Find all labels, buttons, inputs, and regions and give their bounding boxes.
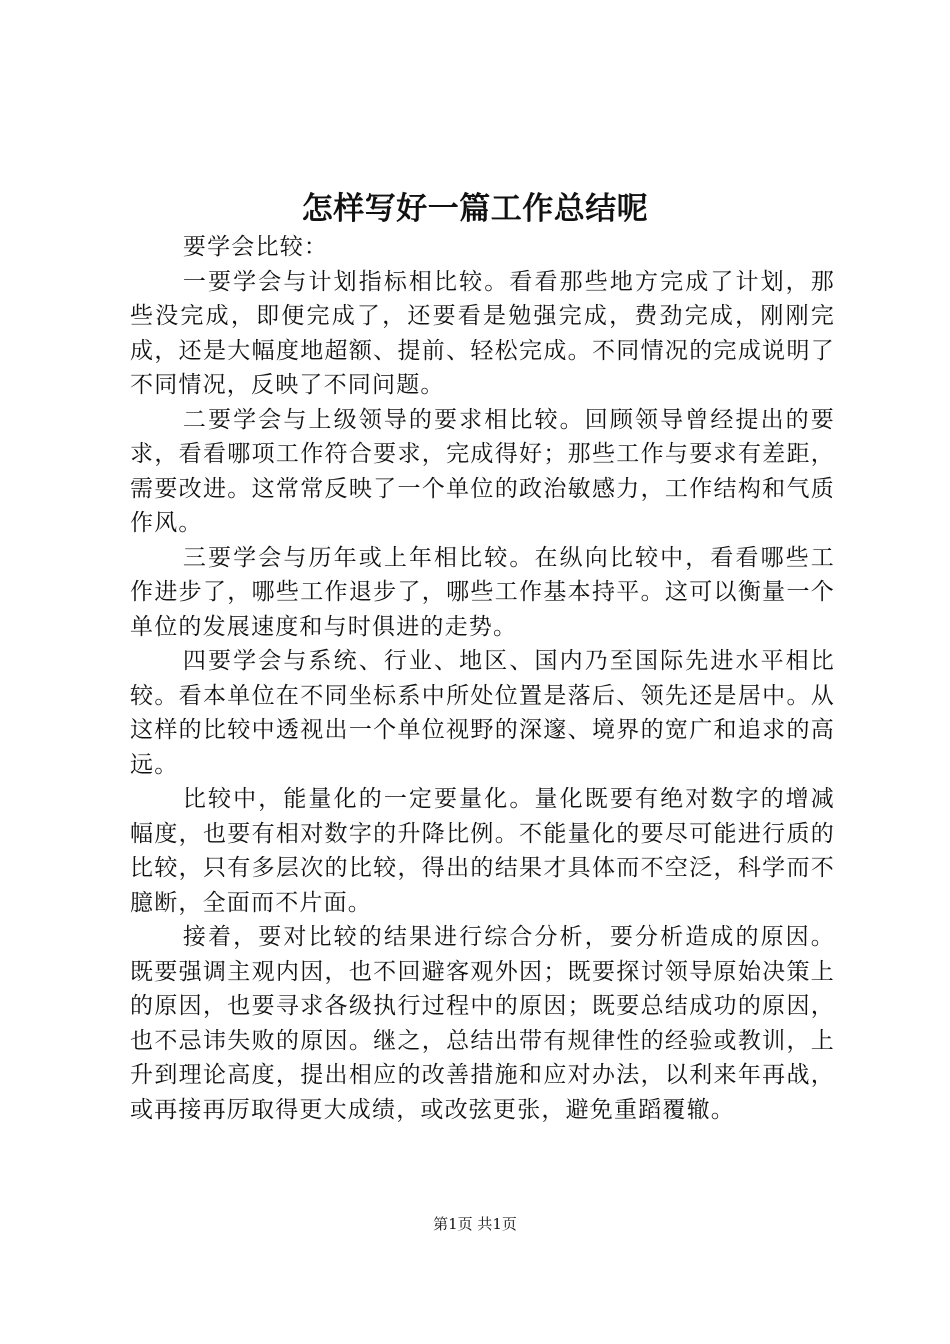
paragraph-analysis: 接着，要对比较的结果进行综合分析，要分析造成的原因。既要强调主观内因，也不回避客观外因；既要探讨领导原始决策上的原因，也要寻求各级执行过程中的原因；既要总结成功的原因，也不忌讳失败的原因。继之，总结出带有规律性的经验或教训，上升到理论高度，提出相应的改善措施和应对办法，以利来年再战，或再接再厉取得更大成绩，或改弦更张，避免重蹈覆辙。 (130, 924, 835, 1123)
paragraph-compare-history: 三要学会与历年或上年相比较。在纵向比较中，看看哪些工作进步了，哪些工作退步了，哪些工作基本持平。这可以衡量一个单位的发展速度和与时俱进的走势。 (130, 544, 835, 640)
paragraph-compare-leadership: 二要学会与上级领导的要求相比较。回顾领导曾经提出的要求，看看哪项工作符合要求，完成得好；那些工作与要求有差距，需要改进。这常常反映了一个单位的政治敏感力，工作结构和气质作风。 (130, 406, 835, 536)
page-footer: 第1页 共1页 (433, 1215, 517, 1233)
document-title: 怎样写好一篇工作总结呢 (301, 191, 649, 227)
paragraph-intro: 要学会比较： (182, 234, 329, 260)
paragraph-compare-advanced: 四要学会与系统、行业、地区、国内乃至国际先进水平相比较。看本单位在不同坐标系中所处位置是落后、领先还是居中。从这样的比较中透视出一个单位视野的深邃、境界的宽广和追求的高远。 (130, 648, 835, 778)
document-body (130, 230, 835, 1127)
paragraph-quantify: 比较中，能量化的一定要量化。量化既要有绝对数字的增减幅度，也要有相对数字的升降比例。不能量化的要尽可能进行质的比较，只有多层次的比较，得出的结果才具体而不空泛，科学而不臆断，全面而不片面。 (130, 786, 835, 916)
paragraph-compare-plan: 一要学会与计划指标相比较。看看那些地方完成了计划，那些没完成，即便完成了，还要看是勉强完成，费劲完成，刚刚完成，还是大幅度地超额、提前、轻松完成。不同情况的完成说明了不同情况，反映了不同问题。 (130, 268, 835, 398)
